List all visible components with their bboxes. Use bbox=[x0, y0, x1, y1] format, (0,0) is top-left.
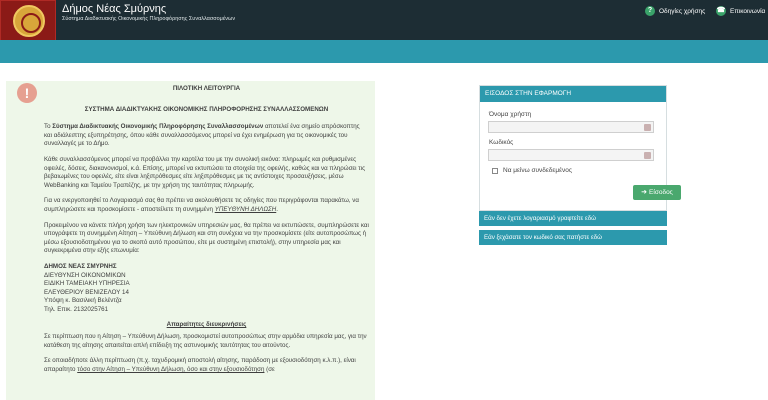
notice-subheading: ΣΥΣΤΗΜΑ ΔΙΑΔΙΚΤΥΑΚΗΣ ΟΙΚΟΝΟΜΙΚΗΣ ΠΛΗΡΟΦΟΡΗΣΗΣ ΣΥΝΑΛΛΑΣΣΟΜΕΝΩΝ bbox=[84, 105, 329, 113]
address-line: Τηλ. Επικ. 2132025761 bbox=[44, 305, 109, 313]
password-input[interactable] bbox=[488, 149, 654, 161]
help-link[interactable] bbox=[645, 6, 705, 16]
help-label: Οδηγίες χρήσης bbox=[659, 7, 706, 15]
phone-icon: ☎ bbox=[716, 7, 726, 14]
requirements-title: Απαραίτητες διευκρινήσεις bbox=[166, 321, 247, 329]
in-person-paragraph: Σε περίπτωση που η Αίτηση – Υπεύθυνη Δήλωση, προσκομιστεί αυτοπροσώπως στην αρμόδια υπηρεσία μας, για την κατάθεση της αίτησης απαιτείται απλή επίδειξη της αστυνομικής ταυτότητας του αιτούντος. bbox=[44, 333, 367, 349]
intro-suffix: αποτελεί ένα σημείο απρόσκοπτης και αδιάλειπτης εξυπηρέτησης, όπου κάθε συναλλασσόμενος μπορεί να έχει ενημέρωση για τις οικονομικές του συναλλαγές με το Δήμο. bbox=[44, 123, 360, 148]
address-line: Υπόψη κ. Βασιλική Βελέντζα bbox=[44, 297, 122, 305]
alert-icon: ! bbox=[17, 83, 37, 103]
intro-paragraph bbox=[44, 123, 369, 149]
submission-paragraph: Προκειμένου να κάνετε πλήρη χρήση των ηλεκτρονικών υπηρεσιών μας, θα πρέπει να εκτυπώσετε, συμπληρώσετε και υπογράψετε τη συνημμένη Αίτηση – Υπεύθυνη Δήλωση και στη συνέχεια να την προσκομίσετε (είτε αυτοπροσώπως ή μέσω εξουσιοδοτημένου για το σκοπό αυτό προσώπου, είτε με συστημένη επιστολή), στην υπηρεσία μας και συγκεκριμένα στην εξής επωνυμία: bbox=[44, 221, 369, 255]
remember-checkbox[interactable] bbox=[492, 168, 498, 174]
login-title: ΕΙΣΟΔΟΣ ΣΤΗΝ ΕΦΑΡΜΟΓΗ bbox=[480, 86, 666, 102]
declaration-link[interactable]: ΥΠΕΥΘΥΝΗ ΔΗΛΩΣΗ bbox=[214, 205, 277, 213]
remember-label: Να μείνω συνδεδεμένος bbox=[503, 167, 572, 174]
address-line: ΕΛΕΥΘΕΡΙΟΥ ΒΕΝΙΖΕΛΟΥ 14 bbox=[44, 288, 129, 296]
address-line: ΔΗΜΟΣ ΝΕΑΣ ΣΜΥΡΝΗΣ bbox=[44, 262, 117, 270]
key-icon bbox=[644, 152, 651, 159]
contact-label: Επικοινωνία bbox=[730, 7, 766, 15]
password-label: Κωδικός bbox=[489, 139, 514, 146]
site-title: Δήμος Νέας Σμύρνης bbox=[62, 3, 167, 15]
login-button-label: Είσοδος bbox=[649, 189, 673, 196]
navigation-bar bbox=[0, 40, 768, 63]
other-case-end: (σε bbox=[264, 365, 275, 373]
forgot-password-link[interactable]: Εάν ξεχάσατε τον κωδικό σας πατήστε εδώ bbox=[479, 230, 667, 245]
notice-content bbox=[44, 85, 369, 381]
username-label: Όνομα χρήστη bbox=[489, 111, 532, 118]
username-input[interactable] bbox=[488, 121, 654, 133]
intro-bold: Σύστημα Διαδικτυακής Οικονομικής Πληροφόρησης Συναλλασσομένων bbox=[52, 123, 264, 131]
other-case-underlined: τόσο στην Αίτηση – Υπεύθυνη Δήλωση, όσο και στην εξουσιοδότηση bbox=[77, 365, 265, 373]
activation-text: Για να ενεργοποιηθεί το Λογαριασμό σας θα πρέπει να ακολουθήσετε τις οδηγίες που περιγράφονται παρακάτω, να συμπληρώσετε και προσκομίσετε - αποστείλετε τη συνημμένη bbox=[44, 197, 359, 213]
notice-heading: ΠΙΛΟΤΙΚΗ ΛΕΙΤΟΥΡΓΙΑ bbox=[172, 85, 241, 92]
address-line: ΔΙΕΥΘΥΝΣΗ ΟΙΚΟΝΟΜΙΚΩΝ bbox=[44, 271, 126, 279]
login-button[interactable] bbox=[633, 185, 681, 200]
register-link[interactable]: Εάν δεν έχετε λογαριασμό γραφτείτε εδώ bbox=[479, 211, 667, 226]
features-paragraph: Κάθε συναλλασσόμενος μπορεί να προβάλλει την καρτέλα του με την συνολική εικόνα: πληρωμές και ρυθμισμένες οφειλές, δόσεις, διακανονισμοί, κ.ά. Επίσης, μπορεί να εκτυπώσει τα στοιχεία της οφειλής, καθώς και να πληρώσει τις βεβαιωμένες του οφειλές, είτε είναι ληξιπρόθεσμες είτε ληξιπρόθεσμες με τις αντίστοιχες προσαυξήσεις, μέσω WebBanking και Ταμείου Τραπέζης, με την χρήση της ταυτότητας πληρωμής. bbox=[44, 155, 366, 189]
contact-link[interactable] bbox=[716, 6, 765, 16]
address-block bbox=[44, 263, 369, 315]
help-icon: ? bbox=[645, 6, 655, 16]
key-icon bbox=[644, 124, 651, 131]
municipality-emblem-icon bbox=[13, 5, 45, 37]
sign-in-icon: ➜ bbox=[641, 189, 648, 196]
remember-me[interactable] bbox=[492, 167, 572, 174]
activation-end: . bbox=[276, 205, 278, 213]
intro-prefix: Το bbox=[44, 123, 53, 131]
activation-paragraph bbox=[44, 197, 369, 214]
address-line: ΕΙΔΙΚΗ ΤΑΜΕΙΑΚΗ ΥΠΗΡΕΣΙΑ bbox=[44, 280, 130, 288]
other-case-text: Σε οποιαδήποτε άλλη περίπτωση (π.χ. ταχυδρομική αποστολή αίτησης, παράδοση με εξουσιοδότηση κ.λ.π.), είναι απαραίτητο bbox=[44, 357, 356, 373]
other-case-paragraph bbox=[44, 357, 369, 374]
site-subtitle: Σύστημα Διαδικτυακής Οικονομικής Πληροφόρησης Συναλλασσομένων bbox=[62, 16, 236, 22]
